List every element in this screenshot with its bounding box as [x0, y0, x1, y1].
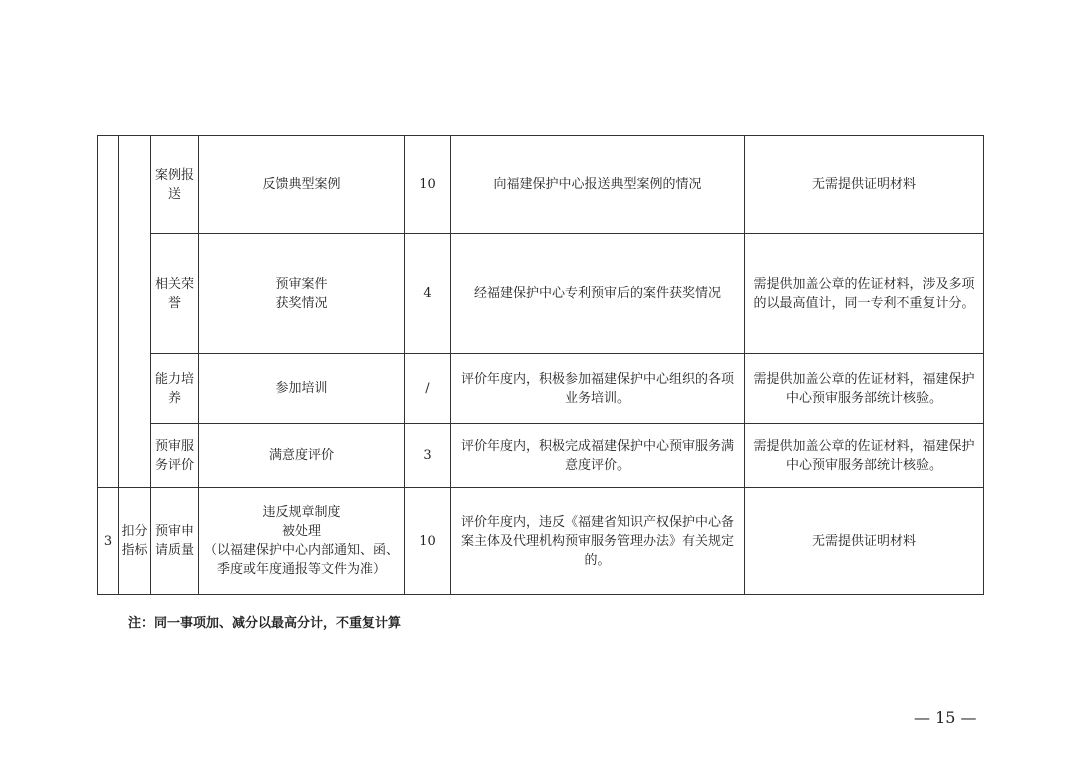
material-cell: 无需提供证明材料 [745, 488, 984, 595]
score-cell: 4 [405, 234, 451, 354]
content-cell: 反馈典型案例 [199, 136, 405, 234]
score-cell: 10 [405, 488, 451, 595]
table-row [98, 136, 984, 234]
table-row [98, 424, 984, 488]
content-cell: 满意度评价 [199, 424, 405, 488]
criteria-cell: 评价年度内，积极完成福建保护中心预审服务满 意度评价。 [451, 424, 745, 488]
evaluation-table [97, 135, 984, 595]
criteria-cell: 评价年度内，积极参加福建保护中心组织的各项 业务培训。 [451, 354, 745, 424]
page-number: — 15 — [914, 708, 977, 727]
content-cell: 预审案件 获奖情况 [199, 234, 405, 354]
table-row [98, 488, 984, 595]
material-cell: 需提供加盖公章的佐证材料，福建保护 中心预审服务部统计核验。 [745, 354, 984, 424]
table-footnote: 注：同一事项加、减分以最高分计，不重复计算 [128, 616, 402, 631]
item-cell: 能力培 养 [151, 354, 199, 424]
criteria-cell: 评价年度内，违反《福建省知识产权保护中心备 案主体及代理机构预审服务管理办法》有关规定 的。 [451, 488, 745, 595]
category-cell: 扣分 指标 [119, 488, 151, 595]
content-cell: 参加培训 [199, 354, 405, 424]
table-row [98, 234, 984, 354]
table-row [98, 354, 984, 424]
index-cell: 3 [98, 488, 119, 595]
item-cell: 预审服 务评价 [151, 424, 199, 488]
score-cell: / [405, 354, 451, 424]
item-cell: 案例报 送 [151, 136, 199, 234]
material-cell: 需提供加盖公章的佐证材料，涉及多项 的以最高值计，同一专利不重复计分。 [745, 234, 984, 354]
score-cell: 10 [405, 136, 451, 234]
material-cell: 需提供加盖公章的佐证材料，福建保护 中心预审服务部统计核验。 [745, 424, 984, 488]
material-cell: 无需提供证明材料 [745, 136, 984, 234]
content-cell: 违反规章制度 被处理 （以福建保护中心内部通知、函、 季度或年度通报等文件为准） [199, 488, 405, 595]
category-cell [119, 136, 151, 488]
item-cell: 预审申 请质量 [151, 488, 199, 595]
criteria-cell: 向福建保护中心报送典型案例的情况 [451, 136, 745, 234]
item-cell: 相关荣 誉 [151, 234, 199, 354]
criteria-cell: 经福建保护中心专利预审后的案件获奖情况 [451, 234, 745, 354]
score-cell: 3 [405, 424, 451, 488]
index-cell [98, 136, 119, 488]
